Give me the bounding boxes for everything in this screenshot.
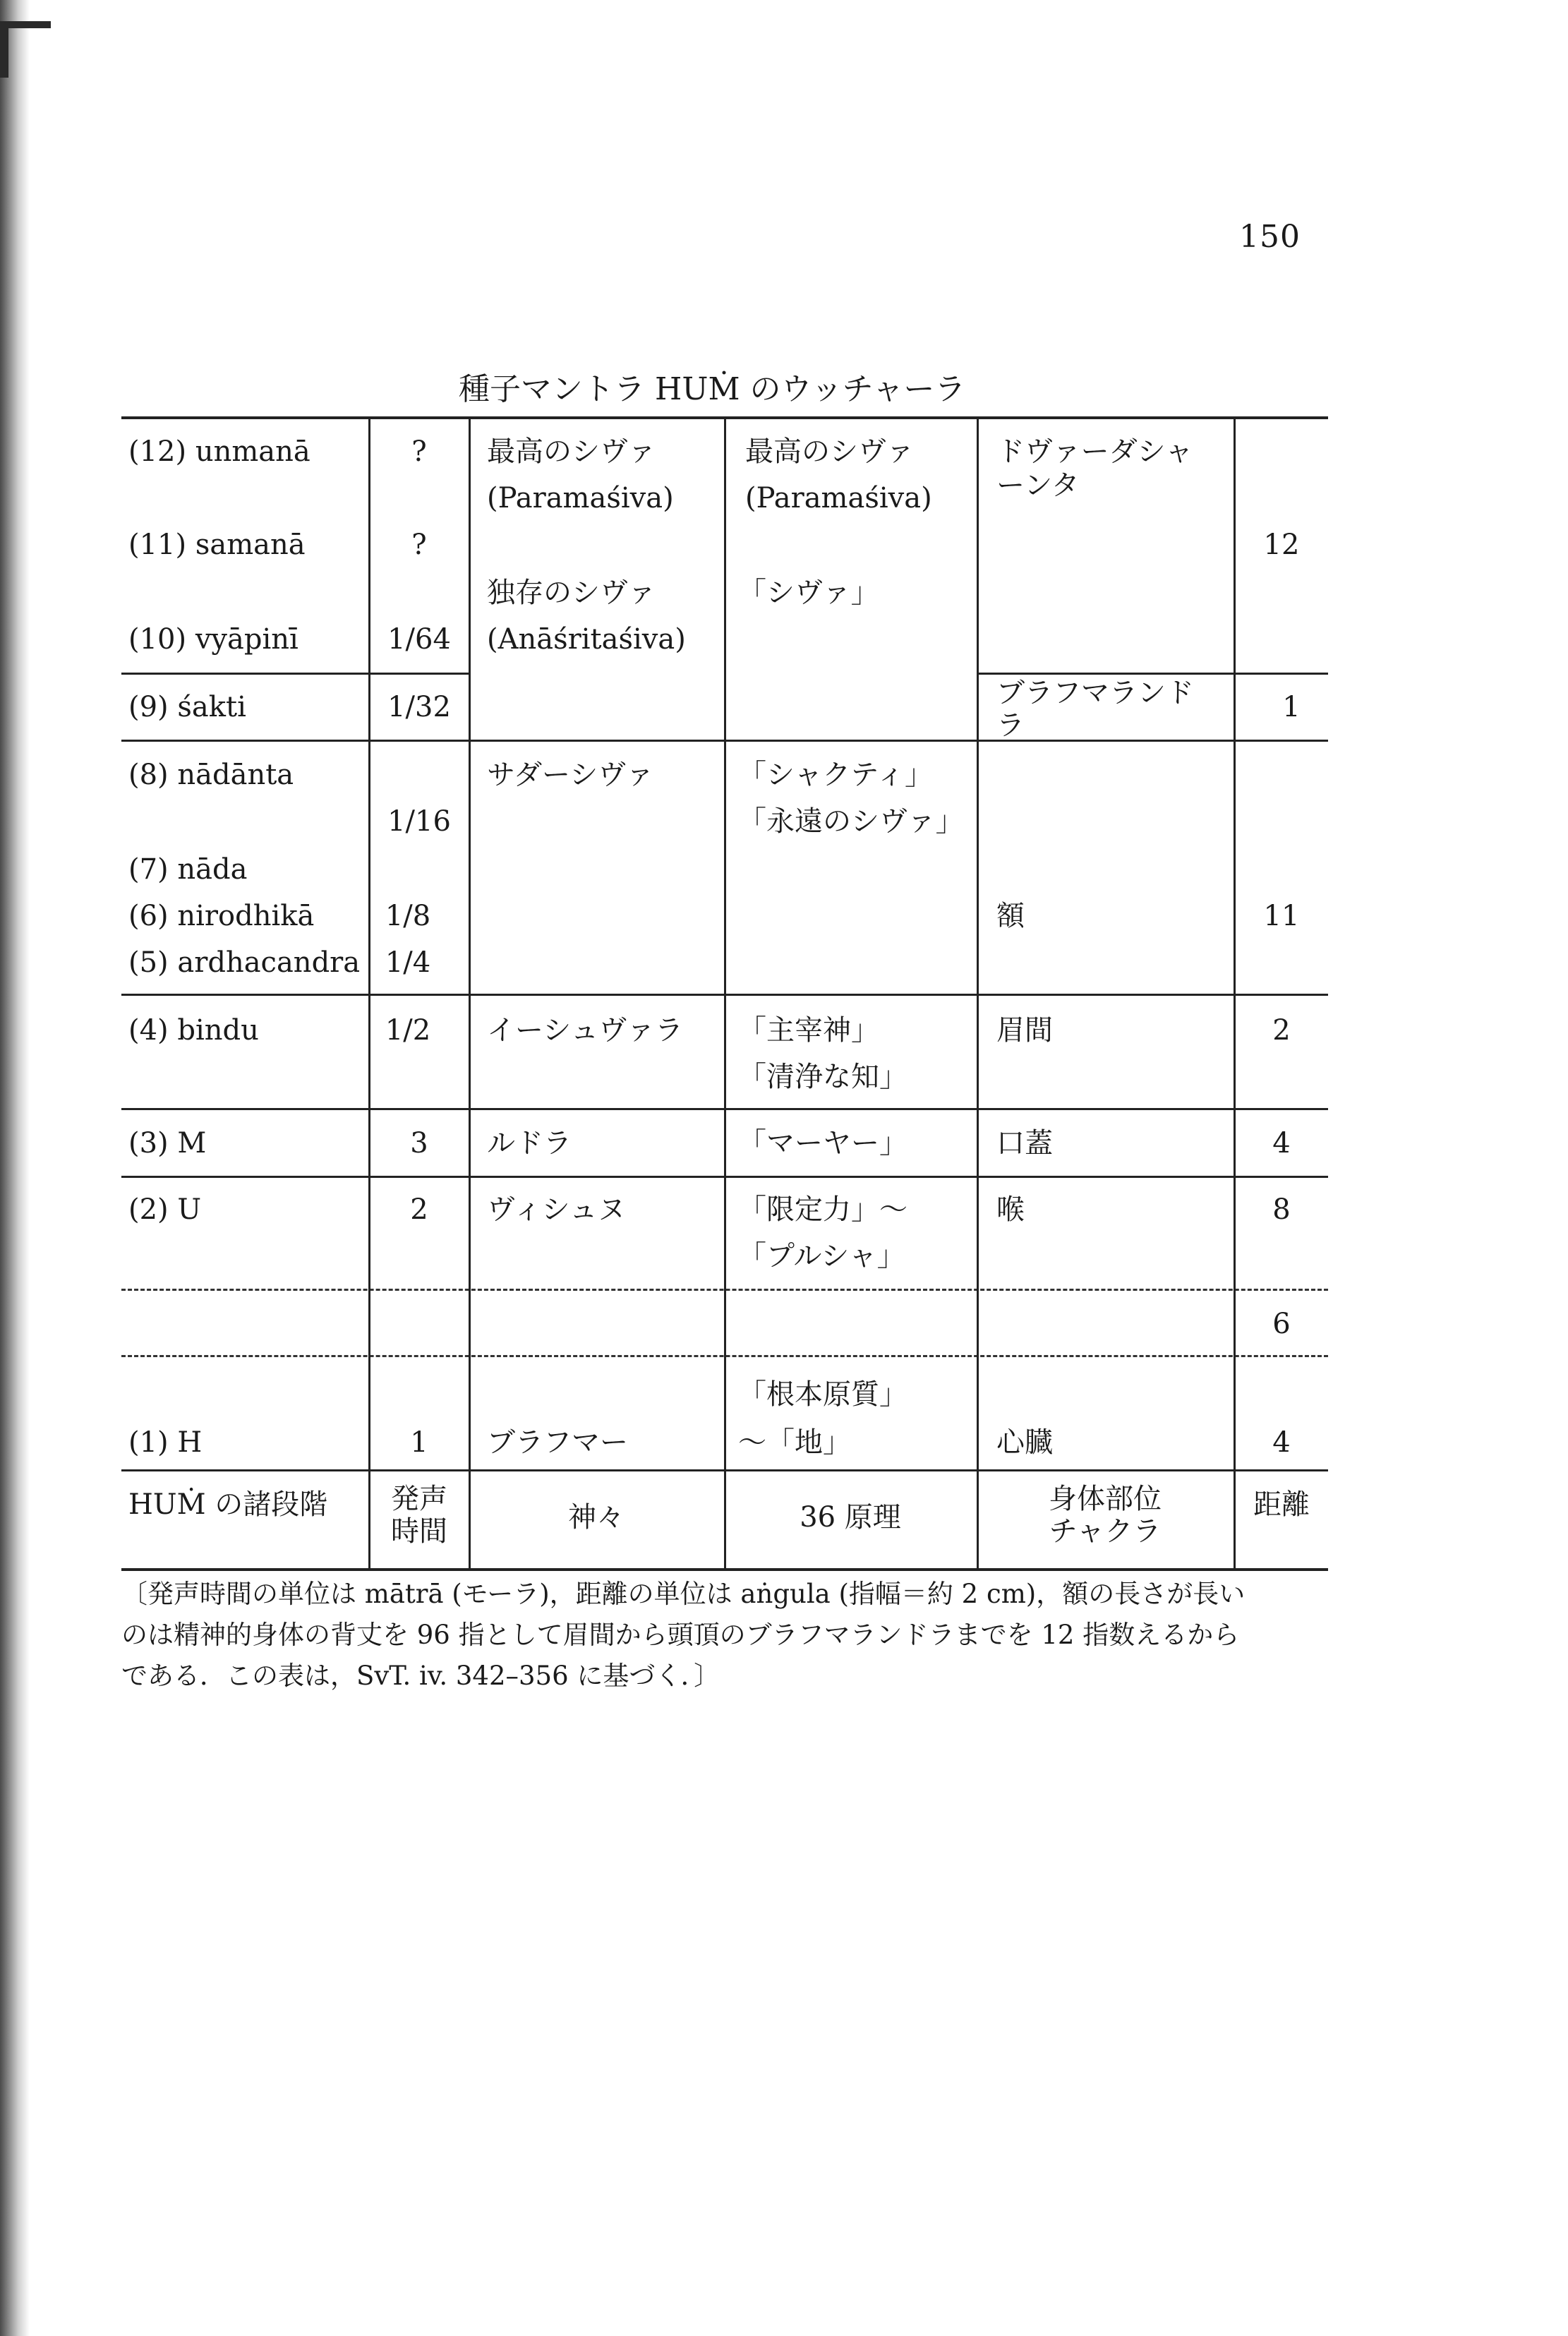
distance-11: 11 (1263, 900, 1300, 932)
stage-samana: (11) samanā (128, 529, 306, 561)
stage-nadanta: (8) nādānta (128, 759, 294, 791)
time-samana: ? (411, 529, 427, 561)
header-body-2: チャクラ (1049, 1515, 1162, 1548)
stage-u: (2) U (128, 1193, 202, 1226)
deity-anasritasiva: 独存のシヴァ (487, 577, 656, 609)
principle-eternal-siva: 「永遠のシヴァ」 (738, 805, 964, 838)
deity-visnu: ヴィシュヌ (487, 1193, 626, 1226)
title-prefix: 種子マントラ (459, 371, 645, 407)
body-brahmarandhra-2: ラ (996, 709, 1025, 742)
header-distance: 距離 (1253, 1488, 1310, 1521)
table-note (121, 1574, 1321, 1697)
note-line-3: である．この表は，SvT. iv. 342–356 に基づく．〕 (121, 1661, 720, 1691)
principle-prakrti: 「根本原質」 (738, 1378, 907, 1411)
principle-lord: 「主宰神」 (738, 1014, 879, 1047)
stage-unmana: (12) unmanā (128, 435, 310, 468)
deity-sadasiva: サダーシヴァ (487, 759, 654, 791)
stage-nirodhika: (6) nirodhikā (128, 900, 315, 932)
deity-paramasiva-roman: (Paramaśiva) (487, 482, 674, 514)
deity-paramasiva: 最高のシヴァ (487, 435, 656, 468)
rule-row9-top-left (121, 673, 469, 675)
col-divider-principle (724, 416, 726, 1568)
stage-h: (1) H (128, 1426, 203, 1459)
scan-shadow-edge (0, 0, 30, 2336)
table-title (459, 363, 965, 409)
body-dvadasanta-2: ーンタ (996, 469, 1080, 502)
note-line-2: のは精神的身体の背丈を 96 指として眉間から頭頂のブラフマランドラまでを 12 指数えるから (121, 1620, 1240, 1650)
distance-2: 2 (1272, 1014, 1291, 1047)
stage-nada: (7) nāda (128, 853, 248, 886)
principle-earth: ～「地」 (738, 1426, 851, 1459)
principle-limiting-power: 「限定力」～ (738, 1193, 907, 1226)
distance-8: 8 (1272, 1193, 1291, 1226)
deity-isvara: イーシュヴァラ (487, 1014, 683, 1047)
header-time-1: 発声 (391, 1483, 447, 1515)
header-principle: 36 原理 (800, 1501, 901, 1534)
principle-paramasiva: 最高のシヴァ (745, 435, 915, 468)
time-u: 2 (410, 1193, 428, 1226)
header-stage: HUṀ の諸段階 (128, 1488, 328, 1521)
principle-maya: 「マーヤー」 (738, 1127, 907, 1160)
title-suffix: のウッチャーラ (749, 371, 966, 407)
stage-sakti: (9) śakti (128, 691, 246, 723)
distance-1: 1 (1282, 691, 1301, 723)
time-sakti: 1/32 (387, 691, 451, 723)
distance-4-m: 4 (1272, 1127, 1291, 1160)
stage-bindu: (4) bindu (128, 1014, 259, 1047)
principle-paramasiva-roman: (Paramaśiva) (745, 482, 932, 514)
time-m: 3 (410, 1127, 428, 1160)
header-body-1: 身体部位 (1049, 1483, 1162, 1515)
stage-ardhacandra: (5) ardhacandra (128, 946, 361, 979)
distance-4-h: 4 (1272, 1426, 1291, 1459)
col-divider-deity (469, 416, 471, 1568)
page-number: 150 (1239, 219, 1301, 255)
header-deity: 神々 (568, 1501, 625, 1534)
col-divider-time (368, 416, 370, 1568)
deity-anasritasiva-roman: (Anāśritaśiva) (487, 623, 686, 656)
distance-6: 6 (1272, 1308, 1291, 1340)
time-unmana: ? (411, 435, 427, 468)
principle-pure-knowledge: 「清浄な知」 (738, 1061, 907, 1093)
time-ardhacandra: 1/4 (385, 946, 431, 979)
principle-purusa: 「プルシャ」 (738, 1240, 905, 1272)
time-h: 1 (410, 1426, 428, 1459)
time-vyapini: 1/64 (387, 623, 451, 656)
header-time-2: 時間 (391, 1515, 447, 1548)
time-nirodhika: 1/8 (385, 900, 431, 932)
note-line-1: 〔発声時間の単位は mātrā (モーラ)，距離の単位は aṅgula (指幅＝約 2 cm)，額の長さが長い (121, 1579, 1246, 1609)
time-bindu: 1/2 (385, 1014, 431, 1047)
body-brahmarandhra-1: ブラフマランド (996, 677, 1194, 709)
stage-m: (3) M (128, 1127, 207, 1160)
body-throat: 喉 (996, 1193, 1025, 1226)
body-forehead: 額 (996, 900, 1025, 932)
rule-row9-top-right (977, 673, 1328, 675)
body-between-eyebrows: 眉間 (996, 1014, 1053, 1047)
title-mantra: HUṀ (655, 371, 740, 407)
distance-12: 12 (1263, 529, 1300, 561)
body-dvadasanta-1: ドヴァーダシャ (996, 435, 1193, 468)
time-nadanta-nada: 1/16 (387, 805, 451, 838)
principle-siva: 「シヴァ」 (738, 577, 879, 609)
deity-rudra: ルドラ (487, 1127, 572, 1160)
table-bottom-rule (121, 1568, 1328, 1571)
body-heart: 心臓 (996, 1426, 1053, 1459)
scan-corner-mark (0, 21, 51, 78)
body-palate: 口蓋 (996, 1127, 1053, 1160)
col-divider-body (977, 416, 979, 1568)
principle-sakti: 「シャクティ」 (738, 759, 933, 791)
deity-brahma: ブラフマー (487, 1426, 628, 1459)
col-divider-distance (1234, 416, 1236, 1568)
stage-vyapini: (10) vyāpinī (128, 623, 298, 656)
